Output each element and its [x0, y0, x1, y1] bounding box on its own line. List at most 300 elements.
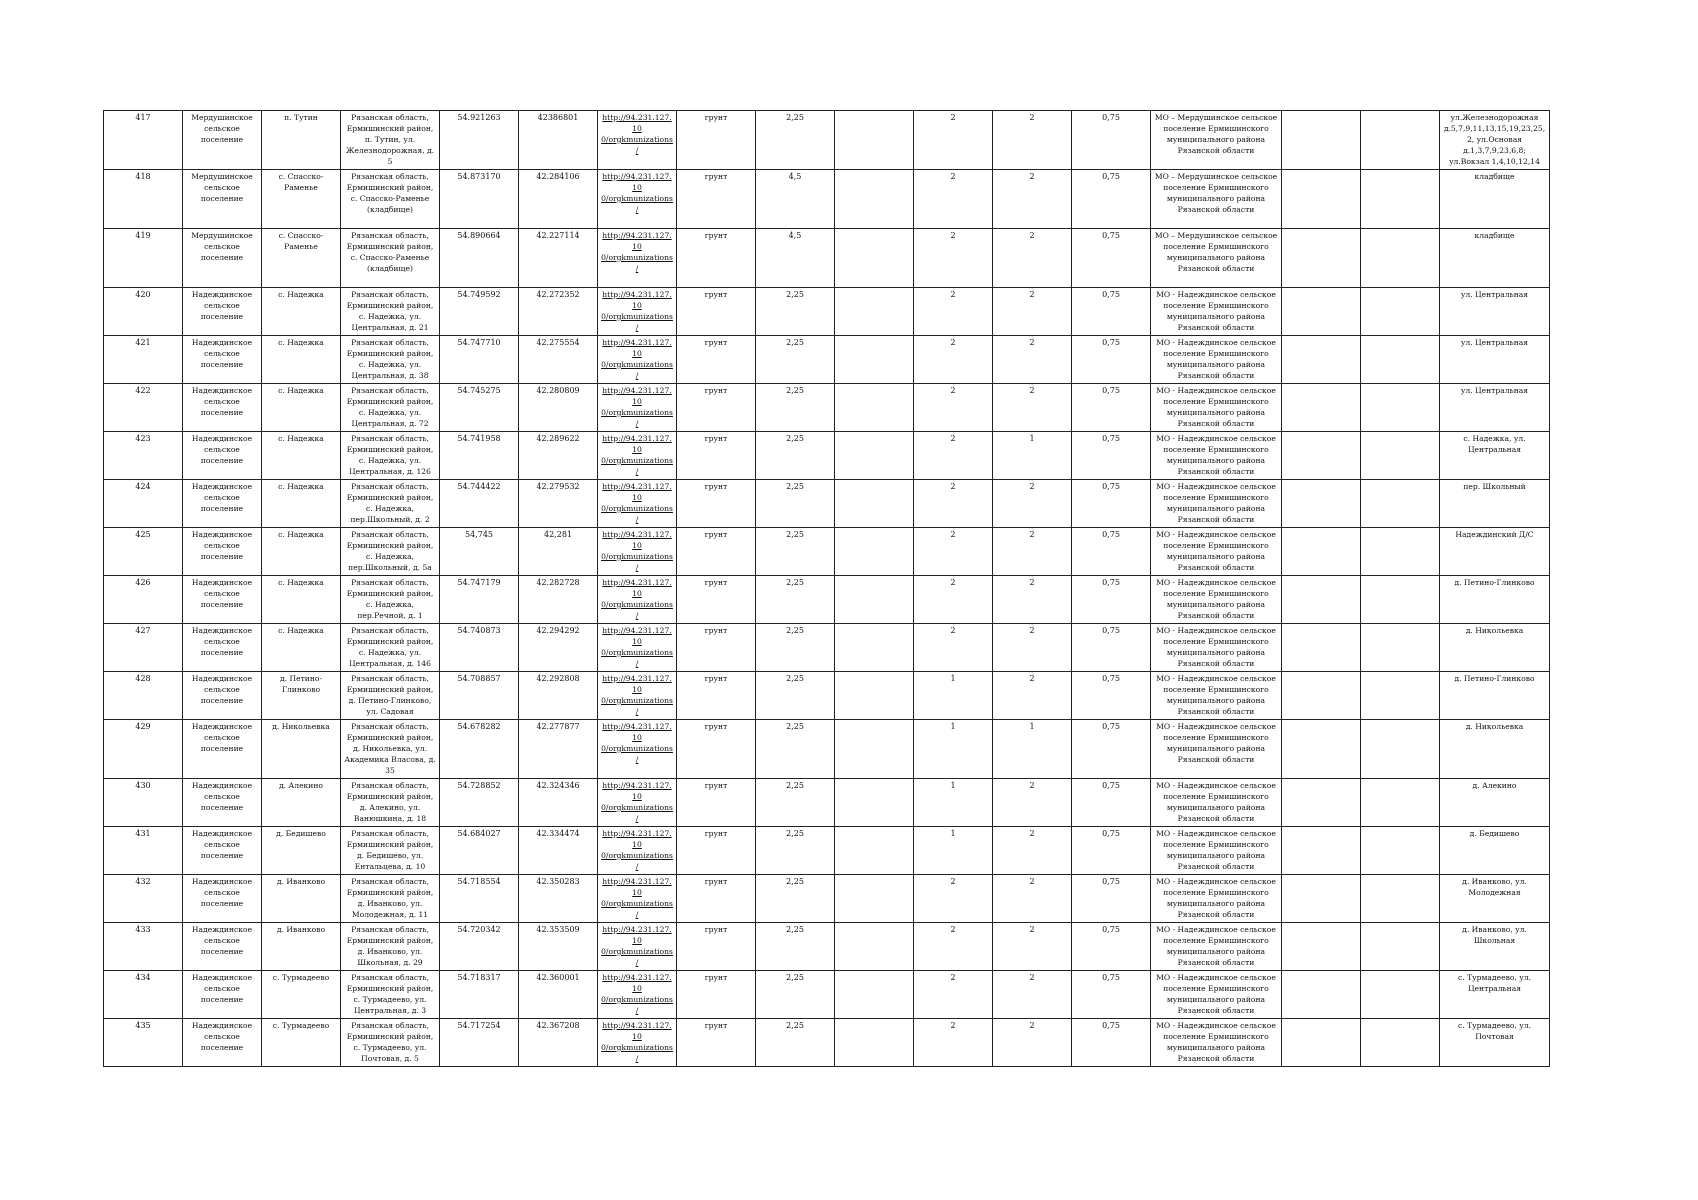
waste-sources-cell: д. Алекино: [1440, 779, 1550, 827]
empty-cell: [1282, 528, 1361, 576]
address-cell: Рязанская область, Ермишинский район, п. Тутин, ул. Железнодорожная, д. 5: [341, 111, 440, 170]
area-cell: 2,25: [756, 672, 835, 720]
settlement-cell: Надеждинское сельское поселение: [183, 1019, 262, 1067]
locality-cell: д. Никольевка: [262, 720, 341, 779]
row-number-cell: 429: [104, 720, 183, 779]
empty-cell: [835, 971, 914, 1019]
surface-cell: грунт: [677, 432, 756, 480]
owner-cell: МО - Надеждинское сельское поселение Ермишинского муниципального района Рязанской области: [1151, 384, 1282, 432]
empty-cell: [1282, 111, 1361, 170]
container-volume-cell: 0,75: [1072, 624, 1151, 672]
registry-link[interactable]: http://94.231.127.10 0/orgkmunizations/: [601, 578, 673, 620]
surface-cell: грунт: [677, 480, 756, 528]
registry-link[interactable]: http://94.231.127.10 0/orgkmunizations/: [601, 113, 673, 155]
empty-cell: [835, 528, 914, 576]
surface-cell: грунт: [677, 971, 756, 1019]
empty-cell: [835, 624, 914, 672]
waste-sources-cell: д. Иванково, ул. Школьная: [1440, 923, 1550, 971]
address-cell: Рязанская область, Ермишинский район, с. Надежка, ул. Центральная, д. 21: [341, 288, 440, 336]
container-sites-table: [103, 110, 1550, 1067]
containers-count-cell: 2: [914, 923, 993, 971]
empty-cell: [1282, 432, 1361, 480]
area-cell: 2,25: [756, 528, 835, 576]
owner-cell: МО - Надеждинское сельское поселение Ермишинского муниципального района Рязанской области: [1151, 528, 1282, 576]
table-row: [104, 229, 1550, 288]
waste-sources-cell: пер. Школьный: [1440, 480, 1550, 528]
table-row: [104, 576, 1550, 624]
longitude-cell: 42.334474: [519, 827, 598, 875]
surface-cell: грунт: [677, 336, 756, 384]
empty-cell: [1282, 827, 1361, 875]
empty-cell: [835, 672, 914, 720]
row-number-cell: 417: [104, 111, 183, 170]
container-volume-cell: 0,75: [1072, 875, 1151, 923]
empty-cell: [1361, 384, 1440, 432]
container-volume-cell: 0,75: [1072, 923, 1151, 971]
surface-cell: грунт: [677, 624, 756, 672]
container-volume-cell: 0,75: [1072, 288, 1151, 336]
owner-cell: МО - Надеждинское сельское поселение Ермишинского муниципального района Рязанской области: [1151, 480, 1282, 528]
containers-count-cell: 2: [914, 229, 993, 288]
table-row: [104, 288, 1550, 336]
area-cell: 2,25: [756, 480, 835, 528]
registry-link-cell: [598, 384, 677, 432]
row-number-cell: 420: [104, 288, 183, 336]
settlement-cell: Надеждинское сельское поселение: [183, 624, 262, 672]
settlement-cell: Надеждинское сельское поселение: [183, 336, 262, 384]
registry-link-cell: [598, 288, 677, 336]
table-row: [104, 384, 1550, 432]
empty-cell: [835, 170, 914, 229]
registry-link-cell: [598, 432, 677, 480]
settlement-cell: Надеждинское сельское поселение: [183, 875, 262, 923]
settlement-cell: Надеждинское сельское поселение: [183, 779, 262, 827]
latitude-cell: 54.873170: [440, 170, 519, 229]
owner-cell: МО - Надеждинское сельское поселение Ермишинского муниципального района Рязанской области: [1151, 672, 1282, 720]
owner-cell: МО - Надеждинское сельское поселение Ермишинского муниципального района Рязанской области: [1151, 1019, 1282, 1067]
settlement-cell: Надеждинское сельское поселение: [183, 432, 262, 480]
containers-count-cell: 2: [914, 288, 993, 336]
table-body: [104, 111, 1550, 1067]
settlement-cell: Надеждинское сельское поселение: [183, 528, 262, 576]
longitude-cell: 42.353509: [519, 923, 598, 971]
waste-sources-cell: с. Турмадеево, ул. Почтовая: [1440, 1019, 1550, 1067]
surface-cell: грунт: [677, 779, 756, 827]
empty-cell: [1361, 336, 1440, 384]
area-cell: 2,25: [756, 779, 835, 827]
row-number-cell: 428: [104, 672, 183, 720]
area-cell: 2,25: [756, 923, 835, 971]
empty-cell: [1361, 720, 1440, 779]
registry-link-cell: [598, 1019, 677, 1067]
empty-cell: [1361, 480, 1440, 528]
empty-cell: [1282, 480, 1361, 528]
locality-cell: с. Турмадеево: [262, 1019, 341, 1067]
registry-link-cell: [598, 229, 677, 288]
longitude-cell: 42.294292: [519, 624, 598, 672]
empty-cell: [1361, 576, 1440, 624]
empty-cell: [1361, 528, 1440, 576]
empty-cell: [835, 432, 914, 480]
latitude-cell: 54.728852: [440, 779, 519, 827]
row-number-cell: 435: [104, 1019, 183, 1067]
waste-sources-cell: д. Никольевка: [1440, 720, 1550, 779]
row-number-cell: 431: [104, 827, 183, 875]
area-cell: 2,25: [756, 336, 835, 384]
waste-sources-cell: д. Петино-Глинково: [1440, 672, 1550, 720]
registry-link-cell: [598, 923, 677, 971]
owner-cell: МО - Надеждинское сельское поселение Ермишинского муниципального района Рязанской области: [1151, 576, 1282, 624]
containers-count-cell: 2: [914, 432, 993, 480]
address-cell: Рязанская область, Ермишинский район, с. Надежка, ул. Центральная, д. 146: [341, 624, 440, 672]
containers-planned-cell: 2: [993, 111, 1072, 170]
registry-link-cell: [598, 720, 677, 779]
surface-cell: грунт: [677, 288, 756, 336]
table-row: [104, 720, 1550, 779]
area-cell: 2,25: [756, 111, 835, 170]
registry-link-cell: [598, 528, 677, 576]
empty-cell: [835, 827, 914, 875]
empty-cell: [1361, 288, 1440, 336]
waste-sources-cell: ул.Железнодорожная д.5,7,9,11,13,15,19,23,25,2, ул.Основая д.1,3,7,9,23,6,8; ул.Вокзал 1,4,10,12,14: [1440, 111, 1550, 170]
registry-link[interactable]: http://94.231.127.10 0/orgkmunizations/: [601, 434, 673, 476]
area-cell: 2,25: [756, 624, 835, 672]
locality-cell: с. Надежка: [262, 384, 341, 432]
area-cell: 4,5: [756, 170, 835, 229]
table-row: [104, 336, 1550, 384]
waste-sources-cell: ул. Центральная: [1440, 288, 1550, 336]
container-volume-cell: 0,75: [1072, 1019, 1151, 1067]
owner-cell: МО - Надеждинское сельское поселение Ермишинского муниципального района Рязанской области: [1151, 779, 1282, 827]
registry-link[interactable]: http://94.231.127.10 0/orgkmunizations/: [601, 925, 673, 967]
empty-cell: [1282, 875, 1361, 923]
surface-cell: грунт: [677, 923, 756, 971]
containers-planned-cell: 2: [993, 827, 1072, 875]
registry-link[interactable]: http://94.231.127.10 0/orgkmunizations/: [601, 386, 673, 428]
row-number-cell: 419: [104, 229, 183, 288]
surface-cell: грунт: [677, 111, 756, 170]
registry-sheet: [103, 110, 1550, 1067]
registry-link[interactable]: http://94.231.127.10 0/orgkmunizations/: [601, 338, 673, 380]
registry-link[interactable]: http://94.231.127.10 0/orgkmunizations/: [601, 626, 673, 668]
empty-cell: [1361, 923, 1440, 971]
area-cell: 2,25: [756, 288, 835, 336]
address-cell: Рязанская область, Ермишинский район, с. Надежка, пер.Школьный, д. 2: [341, 480, 440, 528]
settlement-cell: Надеждинское сельское поселение: [183, 384, 262, 432]
row-number-cell: 425: [104, 528, 183, 576]
latitude-cell: 54.718317: [440, 971, 519, 1019]
longitude-cell: 42.367208: [519, 1019, 598, 1067]
locality-cell: с. Турмадеево: [262, 971, 341, 1019]
containers-count-cell: 2: [914, 384, 993, 432]
area-cell: 2,25: [756, 384, 835, 432]
container-volume-cell: 0,75: [1072, 111, 1151, 170]
containers-planned-cell: 2: [993, 170, 1072, 229]
row-number-cell: 434: [104, 971, 183, 1019]
empty-cell: [1282, 229, 1361, 288]
latitude-cell: 54.684027: [440, 827, 519, 875]
longitude-cell: 42.350283: [519, 875, 598, 923]
longitude-cell: 42386801: [519, 111, 598, 170]
owner-cell: МО - Надеждинское сельское поселение Ермишинского муниципального района Рязанской области: [1151, 624, 1282, 672]
settlement-cell: Надеждинское сельское поселение: [183, 480, 262, 528]
longitude-cell: 42.289622: [519, 432, 598, 480]
longitude-cell: 42.277877: [519, 720, 598, 779]
registry-link[interactable]: http://94.231.127.10 0/orgkmunizations/: [601, 1021, 673, 1063]
container-volume-cell: 0,75: [1072, 384, 1151, 432]
waste-sources-cell: ул. Центральная: [1440, 384, 1550, 432]
latitude-cell: 54.890664: [440, 229, 519, 288]
surface-cell: грунт: [677, 875, 756, 923]
container-volume-cell: 0,75: [1072, 170, 1151, 229]
owner-cell: МО - Надеждинское сельское поселение Ермишинского муниципального района Рязанской области: [1151, 288, 1282, 336]
empty-cell: [1282, 923, 1361, 971]
empty-cell: [1282, 624, 1361, 672]
containers-count-cell: 2: [914, 1019, 993, 1067]
locality-cell: с. Надежка: [262, 432, 341, 480]
registry-link[interactable]: http://94.231.127.10 0/orgkmunizations/: [601, 172, 673, 214]
empty-cell: [1282, 384, 1361, 432]
latitude-cell: 54.747710: [440, 336, 519, 384]
settlement-cell: Надеждинское сельское поселение: [183, 672, 262, 720]
row-number-cell: 427: [104, 624, 183, 672]
empty-cell: [1361, 624, 1440, 672]
latitude-cell: 54.718554: [440, 875, 519, 923]
waste-sources-cell: д. Бедишево: [1440, 827, 1550, 875]
locality-cell: п. Тутин: [262, 111, 341, 170]
waste-sources-cell: ул. Центральная: [1440, 336, 1550, 384]
locality-cell: д. Иванково: [262, 923, 341, 971]
registry-link[interactable]: http://94.231.127.10 0/orgkmunizations/: [601, 877, 673, 919]
row-number-cell: 421: [104, 336, 183, 384]
owner-cell: МО - Надеждинское сельское поселение Ермишинского муниципального района Рязанской области: [1151, 432, 1282, 480]
latitude-cell: 54.717254: [440, 1019, 519, 1067]
latitude-cell: 54.921263: [440, 111, 519, 170]
longitude-cell: 42.284106: [519, 170, 598, 229]
registry-link[interactable]: http://94.231.127.10 0/orgkmunizations/: [601, 231, 673, 273]
empty-cell: [835, 288, 914, 336]
registry-link[interactable]: http://94.231.127.10 0/orgkmunizations/: [601, 722, 673, 764]
empty-cell: [835, 1019, 914, 1067]
area-cell: 4,5: [756, 229, 835, 288]
container-volume-cell: 0,75: [1072, 336, 1151, 384]
latitude-cell: 54.744422: [440, 480, 519, 528]
address-cell: Рязанская область, Ермишинский район, с. Надежка, ул. Центральная, д. 38: [341, 336, 440, 384]
surface-cell: грунт: [677, 1019, 756, 1067]
owner-cell: МО – Мердушинское сельское поселение Ермишинского муниципального района Рязанской области: [1151, 170, 1282, 229]
empty-cell: [1282, 576, 1361, 624]
address-cell: Рязанская область, Ермишинский район, д. Алекино, ул. Ванюшкина, д. 18: [341, 779, 440, 827]
empty-cell: [1361, 432, 1440, 480]
registry-link-cell: [598, 624, 677, 672]
longitude-cell: 42.279532: [519, 480, 598, 528]
empty-cell: [1282, 288, 1361, 336]
empty-cell: [835, 111, 914, 170]
empty-cell: [835, 720, 914, 779]
address-cell: Рязанская область, Ермишинский район, с. Турмадеево, ул. Почтовая, д. 5: [341, 1019, 440, 1067]
containers-planned-cell: 2: [993, 779, 1072, 827]
containers-count-cell: 2: [914, 111, 993, 170]
latitude-cell: 54.749592: [440, 288, 519, 336]
empty-cell: [1282, 170, 1361, 229]
container-volume-cell: 0,75: [1072, 827, 1151, 875]
registry-link[interactable]: http://94.231.127.10 0/orgkmunizations/: [601, 829, 673, 871]
longitude-cell: 42.272352: [519, 288, 598, 336]
empty-cell: [835, 875, 914, 923]
containers-planned-cell: 2: [993, 384, 1072, 432]
registry-link-cell: [598, 576, 677, 624]
owner-cell: МО – Мердушинское сельское поселение Ермишинского муниципального района Рязанской области: [1151, 111, 1282, 170]
owner-cell: МО - Надеждинское сельское поселение Ермишинского муниципального района Рязанской области: [1151, 875, 1282, 923]
area-cell: 2,25: [756, 875, 835, 923]
surface-cell: грунт: [677, 384, 756, 432]
containers-planned-cell: 2: [993, 672, 1072, 720]
containers-count-cell: 1: [914, 779, 993, 827]
settlement-cell: Надеждинское сельское поселение: [183, 923, 262, 971]
area-cell: 2,25: [756, 827, 835, 875]
latitude-cell: 54.740873: [440, 624, 519, 672]
locality-cell: с. Надежка: [262, 528, 341, 576]
latitude-cell: 54.678282: [440, 720, 519, 779]
locality-cell: с. Надежка: [262, 576, 341, 624]
row-number-cell: 426: [104, 576, 183, 624]
registry-link[interactable]: http://94.231.127.10 0/orgkmunizations/: [601, 781, 673, 823]
row-number-cell: 422: [104, 384, 183, 432]
table-row: [104, 528, 1550, 576]
address-cell: Рязанская область, Ермишинский район, д. Бедишево, ул. Ентальцева, д. 10: [341, 827, 440, 875]
waste-sources-cell: д. Иванково, ул. Молодежная: [1440, 875, 1550, 923]
address-cell: Рязанская область, Ермишинский район, с. Надежка, пер.Речной, д. 1: [341, 576, 440, 624]
owner-cell: МО - Надеждинское сельское поселение Ермишинского муниципального района Рязанской области: [1151, 923, 1282, 971]
empty-cell: [1282, 1019, 1361, 1067]
settlement-cell: Мердушинское сельское поселение: [183, 229, 262, 288]
address-cell: Рязанская область, Ермишинский район, с. Надежка, ул. Центральная, д. 72: [341, 384, 440, 432]
containers-count-cell: 2: [914, 170, 993, 229]
registry-link[interactable]: http://94.231.127.10 0/orgkmunizations/: [601, 973, 673, 1015]
settlement-cell: Надеждинское сельское поселение: [183, 720, 262, 779]
waste-sources-cell: с. Турмадеево, ул. Центральная: [1440, 971, 1550, 1019]
registry-link[interactable]: http://94.231.127.10 0/orgkmunizations/: [601, 482, 673, 524]
longitude-cell: 42.280809: [519, 384, 598, 432]
empty-cell: [1361, 971, 1440, 1019]
longitude-cell: 42,281: [519, 528, 598, 576]
containers-count-cell: 2: [914, 480, 993, 528]
latitude-cell: 54.720342: [440, 923, 519, 971]
container-volume-cell: 0,75: [1072, 229, 1151, 288]
container-volume-cell: 0,75: [1072, 971, 1151, 1019]
row-number-cell: 418: [104, 170, 183, 229]
empty-cell: [835, 779, 914, 827]
table-row: [104, 111, 1550, 170]
empty-cell: [1361, 779, 1440, 827]
table-row: [104, 875, 1550, 923]
waste-sources-cell: д. Никольевка: [1440, 624, 1550, 672]
empty-cell: [1282, 779, 1361, 827]
empty-cell: [835, 480, 914, 528]
container-volume-cell: 0,75: [1072, 528, 1151, 576]
containers-planned-cell: 2: [993, 288, 1072, 336]
registry-link-cell: [598, 480, 677, 528]
locality-cell: д. Петино-Глинково: [262, 672, 341, 720]
containers-planned-cell: 2: [993, 229, 1072, 288]
empty-cell: [835, 229, 914, 288]
waste-sources-cell: Надеждинский Д/С: [1440, 528, 1550, 576]
container-volume-cell: 0,75: [1072, 779, 1151, 827]
container-volume-cell: 0,75: [1072, 672, 1151, 720]
waste-sources-cell: с. Надежка, ул. Центральная: [1440, 432, 1550, 480]
row-number-cell: 433: [104, 923, 183, 971]
longitude-cell: 42.292808: [519, 672, 598, 720]
locality-cell: с. Надежка: [262, 624, 341, 672]
locality-cell: д. Иванково: [262, 875, 341, 923]
waste-sources-cell: д. Петино-Глинково: [1440, 576, 1550, 624]
waste-sources-cell: кладбище: [1440, 170, 1550, 229]
containers-count-cell: 2: [914, 971, 993, 1019]
registry-link[interactable]: http://94.231.127.10 0/orgkmunizations/: [601, 674, 673, 716]
registry-link[interactable]: http://94.231.127.10 0/orgkmunizations/: [601, 530, 673, 572]
table-row: [104, 170, 1550, 229]
containers-count-cell: 1: [914, 672, 993, 720]
locality-cell: с. Спасско-Раменье: [262, 170, 341, 229]
empty-cell: [835, 576, 914, 624]
surface-cell: грунт: [677, 827, 756, 875]
containers-planned-cell: 1: [993, 432, 1072, 480]
locality-cell: с. Спасско-Раменье: [262, 229, 341, 288]
table-row: [104, 624, 1550, 672]
area-cell: 2,25: [756, 432, 835, 480]
surface-cell: грунт: [677, 672, 756, 720]
container-volume-cell: 0,75: [1072, 432, 1151, 480]
table-row: [104, 779, 1550, 827]
registry-link[interactable]: http://94.231.127.10 0/orgkmunizations/: [601, 290, 673, 332]
surface-cell: грунт: [677, 229, 756, 288]
settlement-cell: Надеждинское сельское поселение: [183, 971, 262, 1019]
row-number-cell: 424: [104, 480, 183, 528]
latitude-cell: 54,745: [440, 528, 519, 576]
containers-count-cell: 2: [914, 336, 993, 384]
registry-link-cell: [598, 779, 677, 827]
longitude-cell: 42.275554: [519, 336, 598, 384]
registry-link-cell: [598, 336, 677, 384]
table-row: [104, 480, 1550, 528]
owner-cell: МО – Мердушинское сельское поселение Ермишинского муниципального района Рязанской области: [1151, 229, 1282, 288]
address-cell: Рязанская область, Ермишинский район, д. Иванково, ул. Школьная, д. 29: [341, 923, 440, 971]
registry-link-cell: [598, 170, 677, 229]
settlement-cell: Надеждинское сельское поселение: [183, 288, 262, 336]
area-cell: 2,25: [756, 1019, 835, 1067]
containers-count-cell: 2: [914, 875, 993, 923]
table-row: [104, 971, 1550, 1019]
containers-planned-cell: 2: [993, 923, 1072, 971]
address-cell: Рязанская область, Ермишинский район, д. Иванково, ул. Молодежная, д. 11: [341, 875, 440, 923]
containers-planned-cell: 2: [993, 480, 1072, 528]
longitude-cell: 42.227114: [519, 229, 598, 288]
address-cell: Рязанская область, Ермишинский район, с. Спасско-Раменье (кладбище): [341, 229, 440, 288]
empty-cell: [1361, 1019, 1440, 1067]
empty-cell: [1282, 336, 1361, 384]
containers-count-cell: 1: [914, 720, 993, 779]
area-cell: 2,25: [756, 720, 835, 779]
surface-cell: грунт: [677, 528, 756, 576]
settlement-cell: Мердушинское сельское поселение: [183, 111, 262, 170]
containers-planned-cell: 2: [993, 336, 1072, 384]
containers-planned-cell: 2: [993, 1019, 1072, 1067]
table-row: [104, 432, 1550, 480]
registry-link-cell: [598, 827, 677, 875]
latitude-cell: 54.745275: [440, 384, 519, 432]
registry-link-cell: [598, 875, 677, 923]
address-cell: Рязанская область, Ермишинский район, д. Петино-Глинково, ул. Садовая: [341, 672, 440, 720]
